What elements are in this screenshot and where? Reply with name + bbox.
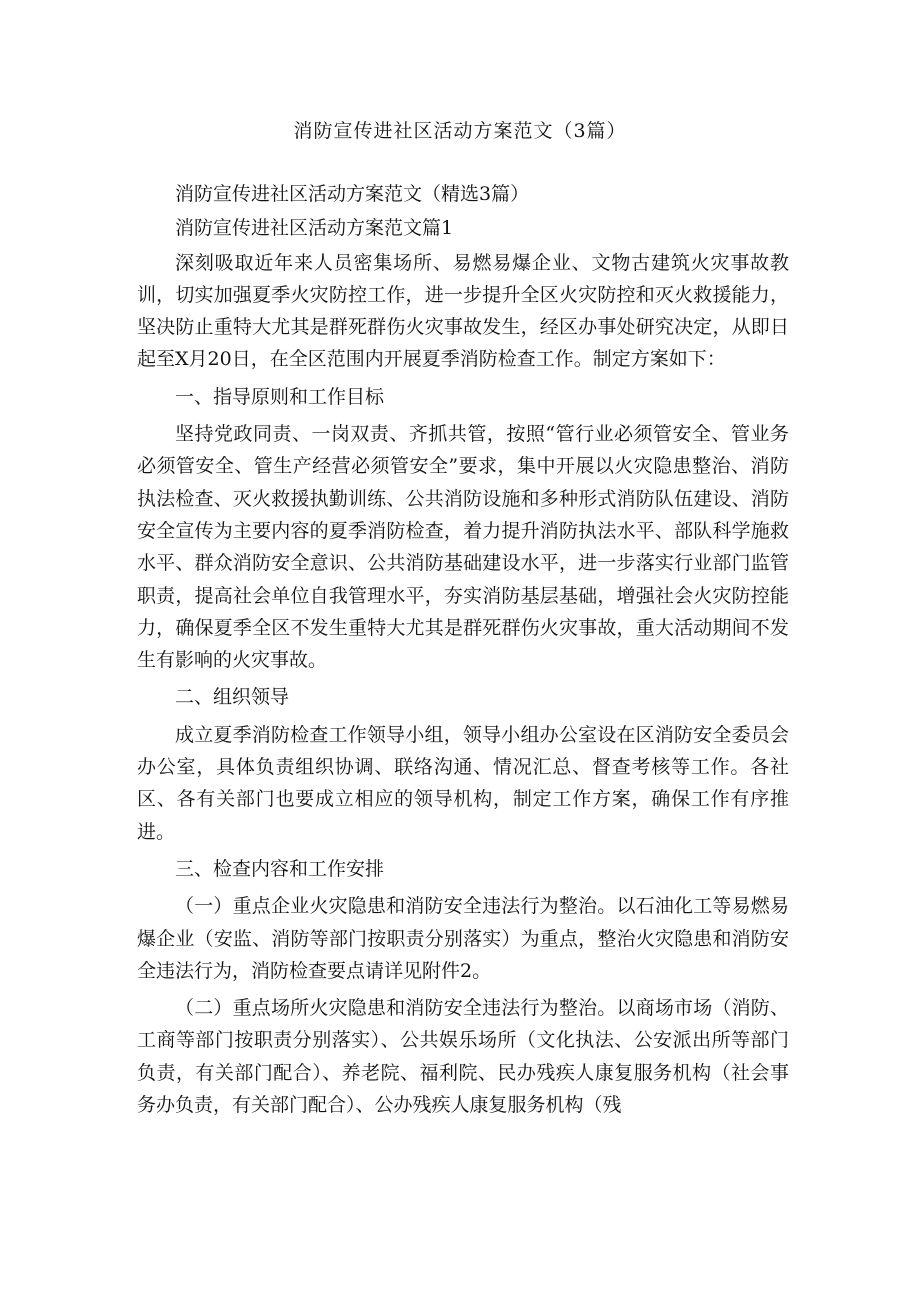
- subtitle: 消防宣传进社区活动方案范文（精选3篇）: [175, 183, 530, 205]
- section-heading-2: 二、组织领导: [175, 686, 290, 709]
- document-title: 消防宣传进社区活动方案范文（3篇）: [293, 120, 627, 142]
- section-heading-3: 三、检查内容和工作安排: [175, 857, 385, 880]
- section-1-paragraph: 坚持党政同责、一岗双责、齐抓共管，按照“管行业必须管安全、管业务必须管安全、管生产经营必须管安全”要求，集中开展以火灾隐患整治、消防执法检查、灭火救援执勤训练、公共消防设施和多种形式消防队伍建设、消防安全宣传为主要内容的夏季消防检查，着力提升消防执法水平、部队科学施救水平、群众消防安全意识、公共消防基础建设水平，进一步落实行业部门监管职责，提高社会单位自我管理水平，夯实消防基层基础，增强社会火灾防控能力，确保夏季全区不发生重特大尤其是群死群伤火灾事故，重大活动期间不发生有影响的火灾事故。: [137, 423, 789, 672]
- section-3-item-1: （一）重点企业火灾隐患和消防安全违法行为整治。以石油化工等易燃易爆企业（安监、消防等部门按职责分别落实）为重点，整治火灾隐患和消防安全违法行为，消防检查要点请详见附件2。: [137, 895, 789, 982]
- section-2-paragraph: 成立夏季消防检查工作领导小组，领导小组办公室设在区消防安全委员会办公室，具体负责组织协调、联络沟通、情况汇总、督查考核等工作。各社区、各有关部门也要成立相应的领导机构，制定工作方案，确保工作有序推进。: [137, 723, 789, 843]
- section-3-item-2: （二）重点场所火灾隐患和消防安全违法行为整治。以商场市场（消防、工商等部门按职责分别落实）、公共娱乐场所（文化执法、公安派出所等部门负责，有关部门配合）、养老院、福利院、民办残疾人康复服务机构（社会事务办负责，有关部门配合）、公办残疾人康复服务机构（残: [137, 997, 789, 1117]
- intro-paragraph: 深刻吸取近年来人员密集场所、易燃易爆企业、文物古建筑火灾事故教训，切实加强夏季火灾防控工作，进一步提升全区火灾防控和灭火救援能力，坚决防止重特大尤其是群死群伤火灾事故发生，经区办事处研究决定，从即日起至X月20日，在全区范围内开展夏季消防检查工作。制定方案如下：: [137, 251, 789, 371]
- part-heading: 消防宣传进社区活动方案范文篇1: [175, 217, 454, 240]
- document-body: [137, 178, 789, 1121]
- section-heading-1: 一、指导原则和工作目标: [175, 385, 385, 408]
